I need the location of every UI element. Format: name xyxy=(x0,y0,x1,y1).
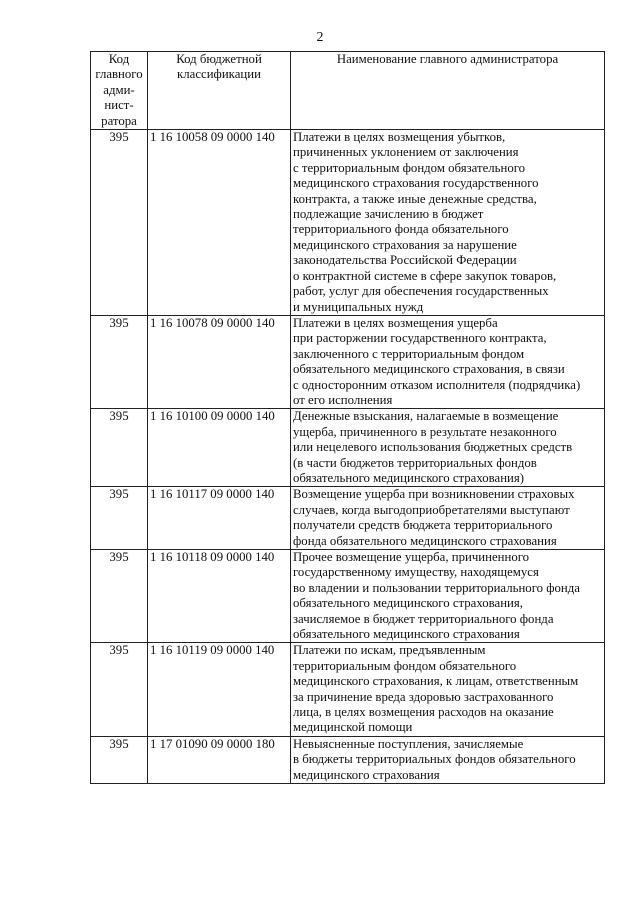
admin-name-cell xyxy=(291,315,605,408)
table-row xyxy=(91,736,605,783)
admin-name-line: лица, в целях возмещения расходов на оказание xyxy=(293,705,554,720)
table-row xyxy=(91,130,605,316)
table-row xyxy=(91,315,605,408)
admin-name-line: медицинской помощи xyxy=(293,720,413,735)
admin-name-line: Денежные взыскания, налагаемые в возмещение xyxy=(293,409,559,424)
admin-name-line: причиненных уклонением от заключения xyxy=(293,145,519,160)
table-row xyxy=(91,409,605,487)
header-admin-code-line: адми- xyxy=(103,82,135,97)
admin-name-line: заключенного с территориальным фондом xyxy=(293,346,525,361)
admin-name-line: за причинение вреда здоровью застрахованного xyxy=(293,689,554,704)
admin-name-line: Платежи по искам, предъявленным xyxy=(293,643,486,658)
admin-name-line: зачисляемое в бюджет территориального фонда xyxy=(293,611,554,626)
admin-code-cell: 395 xyxy=(91,315,148,408)
table-body xyxy=(91,130,605,784)
header-admin-name-line: Наименование главного администратора xyxy=(336,52,559,66)
admin-name-line: при расторжении государственного контракта, xyxy=(293,331,547,346)
admin-code-cell: 395 xyxy=(91,643,148,736)
admin-name-line: обязательного медицинского страхования xyxy=(293,627,520,642)
budget-classification-table xyxy=(90,51,605,784)
admin-name-line: медицинского страхования государственного xyxy=(293,176,539,191)
admin-code-cell: 395 xyxy=(91,487,148,550)
table-row xyxy=(91,487,605,550)
table-row xyxy=(91,643,605,736)
admin-name-cell xyxy=(291,736,605,783)
header-budget-code-line: Код бюджетной xyxy=(176,52,262,66)
admin-name-line: Возмещение ущерба при возникновении страховых xyxy=(293,487,575,502)
header-admin-code-line: нист- xyxy=(104,98,134,113)
admin-name-line: территориального фонда обязательного xyxy=(293,222,509,237)
admin-code-cell: 395 xyxy=(91,409,148,487)
admin-name-line: обязательного медицинского страхования, xyxy=(293,596,523,611)
header-budget-code-line: классификации xyxy=(177,67,261,82)
admin-name-line: о контрактной системе в сфере закупок товаров, xyxy=(293,268,557,283)
admin-name-line: (в части бюджетов территориальных фондов xyxy=(293,455,537,470)
admin-name-line: медицинского страхования, к лицам, ответственным xyxy=(293,674,579,689)
admin-name-cell xyxy=(291,643,605,736)
admin-name-line: территориальным фондом обязательного xyxy=(293,658,517,673)
header-budget-code xyxy=(148,52,291,130)
admin-name-line: обязательного медицинского страхования) xyxy=(293,470,525,485)
budget-code-cell: 1 17 01090 09 0000 180 xyxy=(148,736,291,783)
budget-code-cell: 1 16 10119 09 0000 140 xyxy=(148,643,291,736)
budget-code-cell: 1 16 10078 09 0000 140 xyxy=(148,315,291,408)
header-admin-code-line: ратора xyxy=(101,113,137,128)
admin-name-line: с односторонним отказом исполнителя (подрядчика) xyxy=(293,377,581,392)
budget-code-cell: 1 16 10058 09 0000 140 xyxy=(148,130,291,316)
admin-name-line: государственному имуществу, находящемуся xyxy=(293,565,539,580)
admin-name-cell xyxy=(291,487,605,550)
admin-code-cell: 395 xyxy=(91,130,148,316)
admin-name-line: законодательства Российской Федерации xyxy=(293,253,517,268)
admin-name-line: ущерба, причиненного в результате незаконного xyxy=(293,424,557,439)
admin-name-cell xyxy=(291,130,605,316)
admin-code-cell: 395 xyxy=(91,550,148,643)
header-admin-code-line: главного xyxy=(95,67,143,82)
admin-name-line: случаев, когда выгодоприобретателями выступают xyxy=(293,502,570,517)
admin-name-line: или нецелевого использования бюджетных средств xyxy=(293,440,573,455)
admin-name-line: Платежи в целях возмещения убытков, xyxy=(293,130,506,145)
admin-name-line: Невыясненные поступления, зачисляемые xyxy=(293,736,524,751)
admin-name-line: в бюджеты территориальных фондов обязательного xyxy=(293,752,576,767)
admin-name-line: медицинского страхования за нарушение xyxy=(293,237,517,252)
admin-name-cell xyxy=(291,409,605,487)
budget-code-cell: 1 16 10100 09 0000 140 xyxy=(148,409,291,487)
admin-name-line: обязательного медицинского страхования, в связи xyxy=(293,362,565,377)
table-row xyxy=(91,550,605,643)
admin-name-line: от его исполнения xyxy=(293,392,393,407)
admin-name-line: и муниципальных нужд xyxy=(293,299,424,314)
admin-name-line: подлежащие зачислению в бюджет xyxy=(293,207,484,222)
admin-name-line: работ, услуг для обеспечения государственных xyxy=(293,284,549,299)
budget-code-cell: 1 16 10118 09 0000 140 xyxy=(148,550,291,643)
header-admin-code-line: Код xyxy=(108,52,130,66)
admin-name-line: во владении и пользовании территориального фонда xyxy=(293,580,580,595)
admin-name-line: с территориальным фондом обязательного xyxy=(293,160,526,175)
header-admin-code xyxy=(91,52,148,130)
admin-name-line: фонда обязательного медицинского страхования xyxy=(293,533,557,548)
budget-code-cell: 1 16 10117 09 0000 140 xyxy=(148,487,291,550)
table-header-row xyxy=(91,52,605,130)
admin-name-line: получатели средств бюджета территориального xyxy=(293,518,553,533)
admin-name-line: медицинского страхования xyxy=(293,767,440,782)
admin-name-cell xyxy=(291,550,605,643)
admin-name-line: контракта, а также иные денежные средства, xyxy=(293,191,537,206)
admin-name-line: Платежи в целях возмещения ущерба xyxy=(293,315,498,330)
admin-code-cell: 395 xyxy=(91,736,148,783)
page-number: 2 xyxy=(316,30,324,45)
header-admin-name xyxy=(291,52,605,130)
admin-name-line: Прочее возмещение ущерба, причиненного xyxy=(293,550,530,564)
